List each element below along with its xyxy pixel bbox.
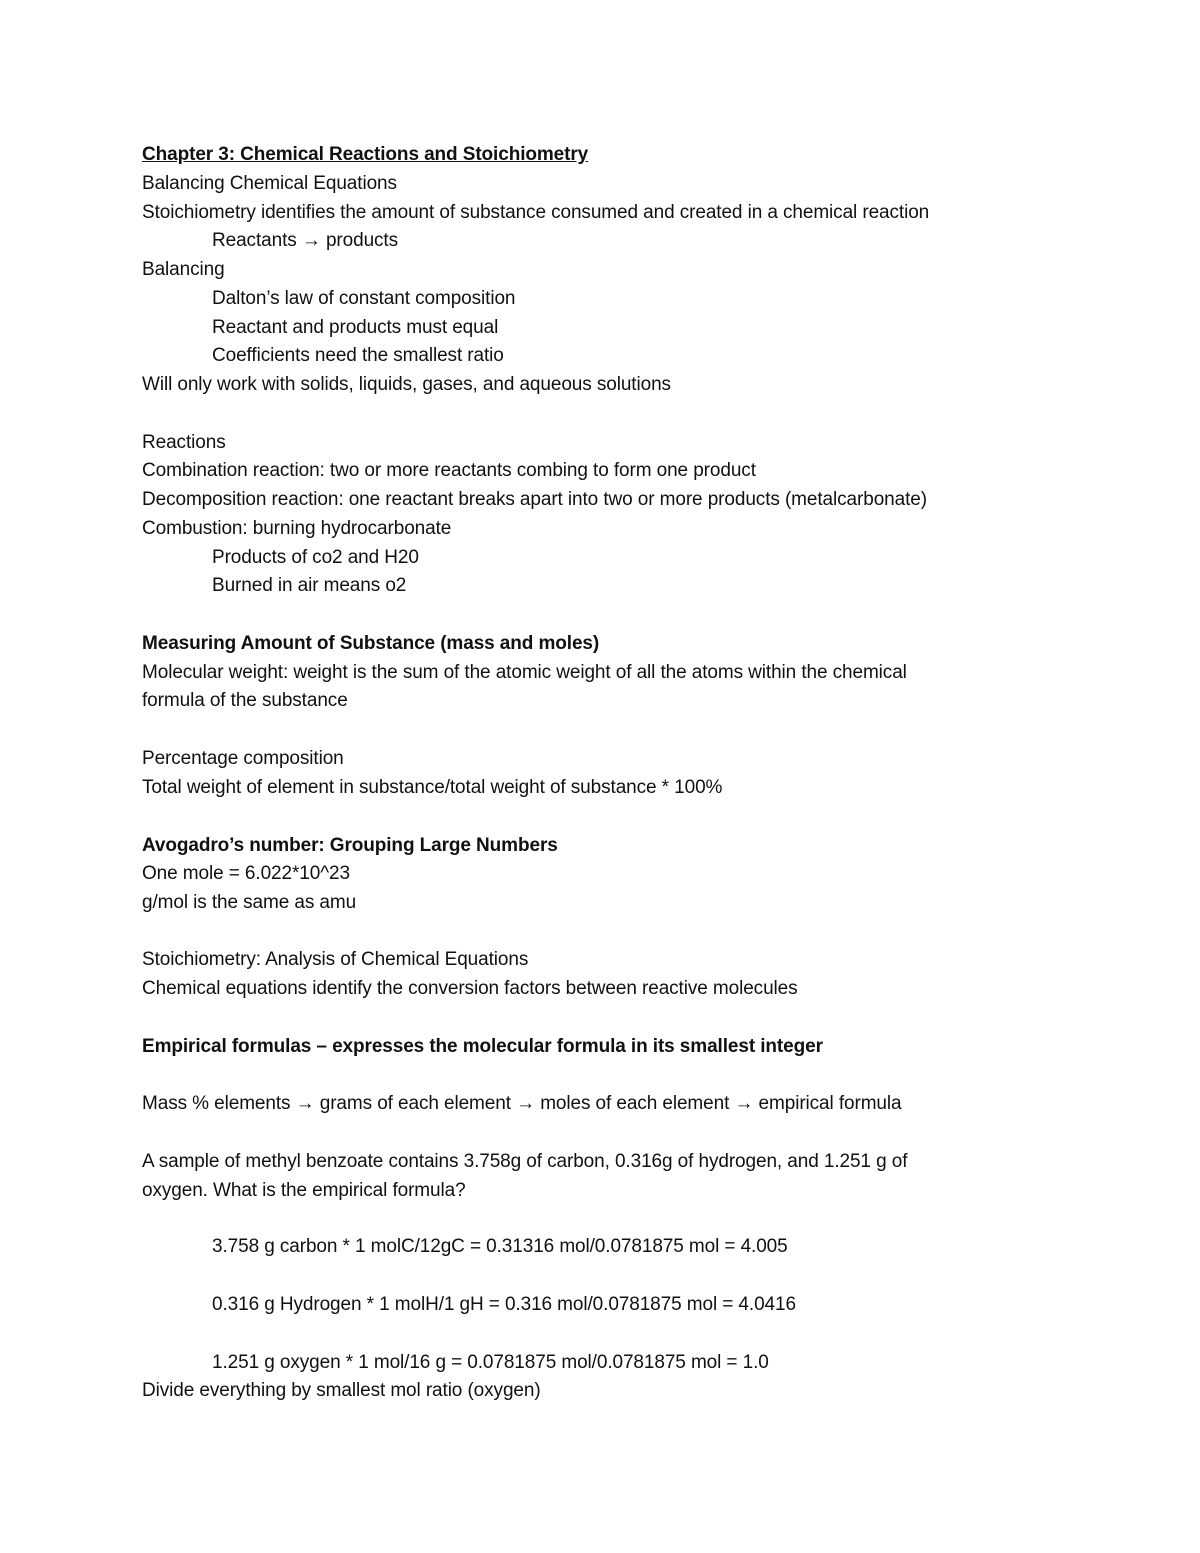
problem-line-2: oxygen. What is the empirical formula? bbox=[142, 1180, 466, 1201]
percentage-formula: Total weight of element in substance/total weight of substance * 100% bbox=[142, 777, 723, 798]
divide-note: Divide everything by smallest mol ratio (oxygen) bbox=[142, 1380, 541, 1401]
balancing-note: Will only work with solids, liquids, gases, and aqueous solutions bbox=[142, 374, 671, 395]
stoich-analysis-line: Chemical equations identify the conversion factors between reactive molecules bbox=[142, 978, 798, 999]
calc-oxygen: 1.251 g oxygen * 1 mol/16 g = 0.0781875 mol/0.0781875 mol = 1.0 bbox=[212, 1352, 769, 1373]
percentage-heading: Percentage composition bbox=[142, 748, 344, 769]
flow-step: Mass % elements bbox=[142, 1093, 291, 1114]
flow-step: moles of each element bbox=[540, 1093, 730, 1114]
gmol-line: g/mol is the same as amu bbox=[142, 892, 357, 913]
molecular-weight-line-1: Molecular weight: weight is the sum of the atomic weight of all the atoms within the chemical bbox=[142, 662, 907, 683]
arrow-right-icon: → bbox=[301, 230, 321, 251]
calc-hydrogen: 0.316 g Hydrogen * 1 molH/1 gH = 0.316 mol/0.0781875 mol = 4.0416 bbox=[212, 1294, 796, 1315]
balancing-bullet: Coefficients need the smallest ratio bbox=[212, 345, 504, 366]
avogadro-heading: Avogadro’s number: Grouping Large Numbers bbox=[142, 835, 558, 856]
reactants-products-line bbox=[212, 230, 398, 252]
problem-line-1: A sample of methyl benzoate contains 3.758g of carbon, 0.316g of hydrogen, and 1.251 g of bbox=[142, 1151, 908, 1172]
one-mole-line: One mole = 6.022*10^23 bbox=[142, 863, 350, 884]
balancing-bullet: Dalton’s law of constant composition bbox=[212, 288, 516, 309]
combination-reaction: Combination reaction: two or more reactants combing to form one product bbox=[142, 460, 756, 481]
measuring-heading: Measuring Amount of Substance (mass and moles) bbox=[142, 633, 600, 654]
combustion-item: Products of co2 and H20 bbox=[212, 547, 419, 568]
molecular-weight-line-2: formula of the substance bbox=[142, 690, 348, 711]
chapter-title: Chapter 3: Chemical Reactions and Stoichiometry bbox=[142, 144, 589, 165]
calc-carbon: 3.758 g carbon * 1 molC/12gC = 0.31316 mol/0.0781875 mol = 4.005 bbox=[212, 1236, 788, 1257]
empirical-heading: Empirical formulas – expresses the molecular formula in its smallest integer bbox=[142, 1036, 823, 1057]
reactants-text: Reactants bbox=[212, 230, 297, 251]
balancing-bullet: Reactant and products must equal bbox=[212, 317, 499, 338]
reactions-heading: Reactions bbox=[142, 432, 226, 453]
flow-step: grams of each element bbox=[319, 1093, 511, 1114]
balancing-heading: Balancing Chemical Equations bbox=[142, 173, 397, 194]
arrow-right-icon: → bbox=[734, 1093, 754, 1114]
flow-step: empirical formula bbox=[758, 1093, 902, 1114]
arrow-right-icon: → bbox=[295, 1093, 315, 1114]
products-text: products bbox=[325, 230, 399, 251]
stoichiometry-definition: Stoichiometry identifies the amount of substance consumed and created in a chemical reaction bbox=[142, 202, 930, 223]
stoich-analysis-heading: Stoichiometry: Analysis of Chemical Equations bbox=[142, 949, 529, 970]
combustion-reaction: Combustion: burning hydrocarbonate bbox=[142, 518, 452, 539]
arrow-right-icon: → bbox=[516, 1093, 535, 1114]
empirical-flow bbox=[142, 1093, 901, 1115]
decomposition-reaction: Decomposition reaction: one reactant breaks apart into two or more products (metalcarbonate) bbox=[142, 489, 927, 510]
combustion-item: Burned in air means o2 bbox=[212, 575, 407, 596]
balancing-label: Balancing bbox=[142, 259, 225, 280]
